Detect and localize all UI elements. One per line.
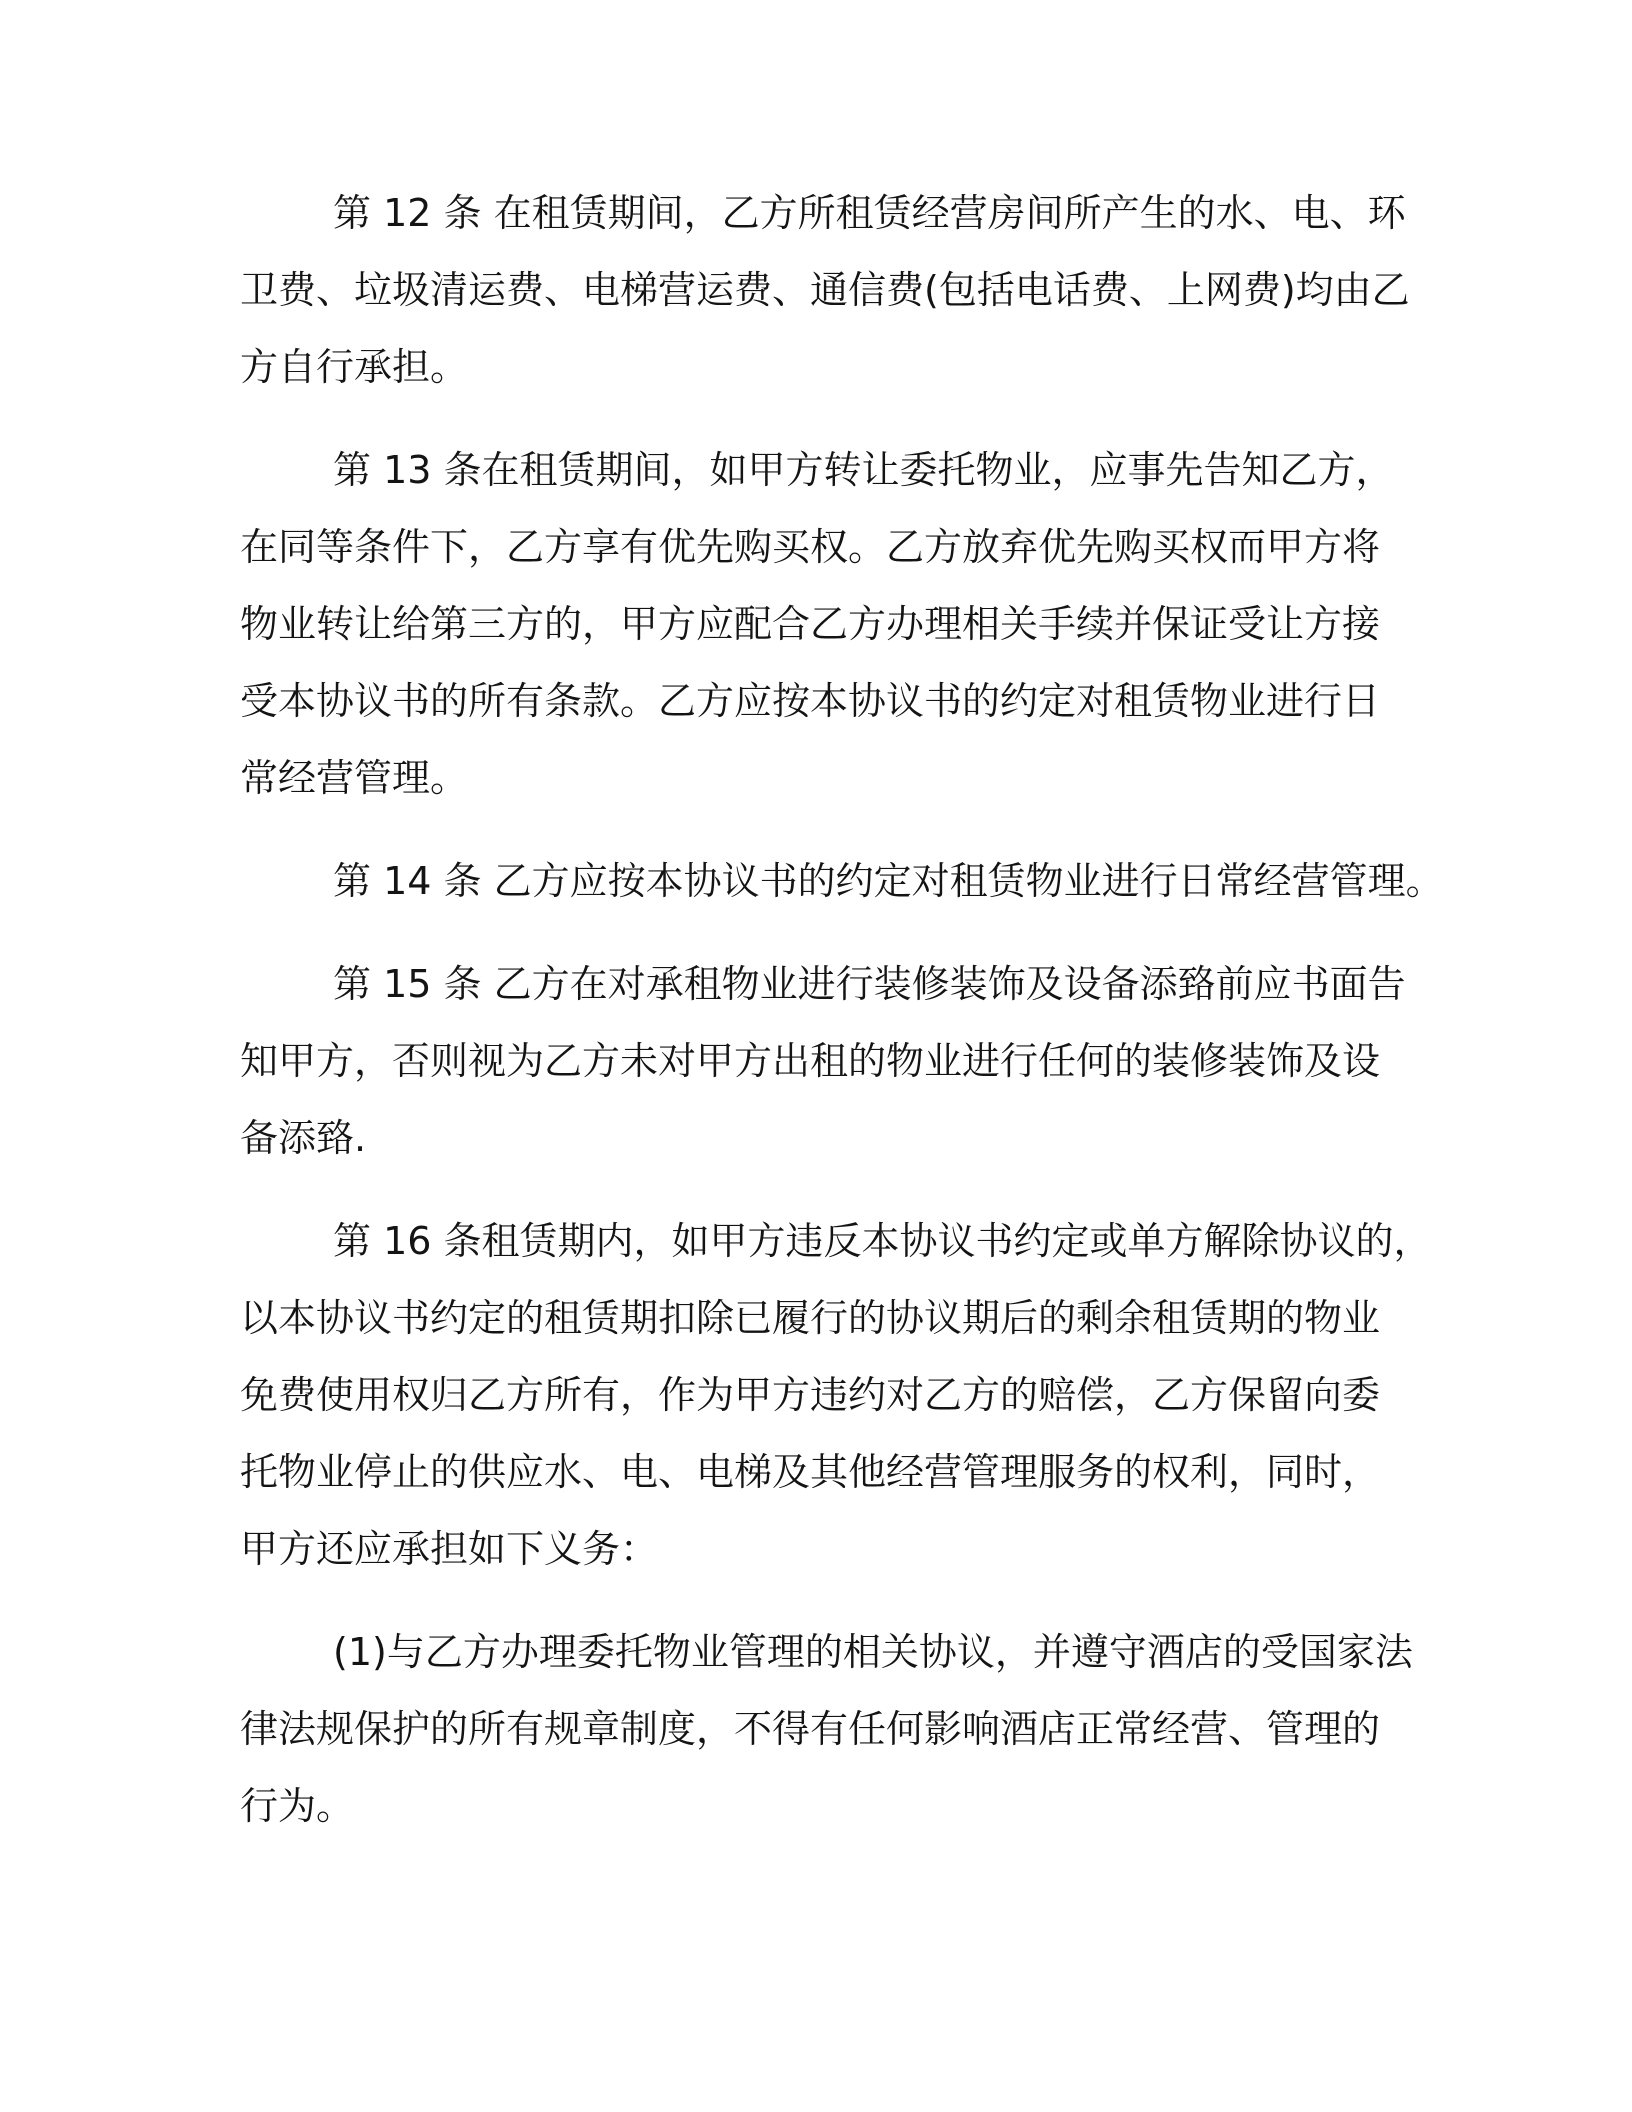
paragraph-line: 第 14 条 乙方应按本协议书的约定对租赁物业进行日常经营管理。 bbox=[333, 859, 1444, 903]
paragraph-line: 律法规保护的所有规章制度，不得有任何影响酒店正常经营、管理的 bbox=[240, 1707, 1381, 1751]
paragraph-line: 以本协议书约定的租赁期扣除已履行的协议期后的剩余租赁期的物业 bbox=[240, 1296, 1381, 1340]
paragraph-line: 第 13 条在租赁期间，如甲方转让委托物业，应事先告知乙方， bbox=[333, 448, 1394, 492]
paragraph-line: 托物业停止的供应水、电、电梯及其他经营管理服务的权利，同时， bbox=[240, 1450, 1381, 1494]
paragraph-line: 知甲方，否则视为乙方未对甲方出租的物业进行任何的装修装饰及设 bbox=[240, 1039, 1381, 1083]
paragraph-line: 行为。 bbox=[240, 1784, 355, 1828]
paragraph-line: 方自行承担。 bbox=[240, 345, 469, 389]
paragraph-line: 备添臵. bbox=[240, 1116, 367, 1160]
article-16-paragraph bbox=[240, 1203, 1632, 1588]
paragraph-line: 甲方还应承担如下义务： bbox=[240, 1527, 659, 1571]
paragraph-line: (1)与乙方办理委托物业管理的相关协议，并遵守酒店的受国家法 bbox=[333, 1630, 1413, 1674]
paragraph-line: 常经营管理。 bbox=[240, 756, 469, 800]
paragraph-line: 受本协议书的所有条款。乙方应按本协议书的约定对租赁物业进行日 bbox=[240, 679, 1381, 723]
article-15-paragraph bbox=[240, 946, 1632, 1177]
paragraph-line: 卫费、垃圾清运费、电梯营运费、通信费(包括电话费、上网费)均由乙 bbox=[240, 268, 1410, 312]
paragraph-line: 物业转让给第三方的，甲方应配合乙方办理相关手续并保证受让方接 bbox=[240, 602, 1381, 646]
paragraph-line: 第 12 条 在租赁期间，乙方所租赁经营房间所产生的水、电、环 bbox=[333, 191, 1406, 235]
paragraph-line: 免费使用权归乙方所有，作为甲方违约对乙方的赔偿，乙方保留向委 bbox=[240, 1373, 1381, 1417]
article-13-paragraph bbox=[240, 432, 1632, 817]
article-14-paragraph bbox=[240, 843, 1632, 920]
article-12-paragraph bbox=[240, 175, 1632, 406]
obligation-item-1-paragraph bbox=[240, 1614, 1632, 1845]
paragraph-line: 第 16 条租赁期内，如甲方违反本协议书约定或单方解除协议的， bbox=[333, 1219, 1432, 1263]
paragraph-line: 在同等条件下，乙方享有优先购买权。乙方放弃优先购买权而甲方将 bbox=[240, 525, 1381, 569]
paragraph-line: 第 15 条 乙方在对承租物业进行装修装饰及设备添臵前应书面告 bbox=[333, 962, 1406, 1006]
